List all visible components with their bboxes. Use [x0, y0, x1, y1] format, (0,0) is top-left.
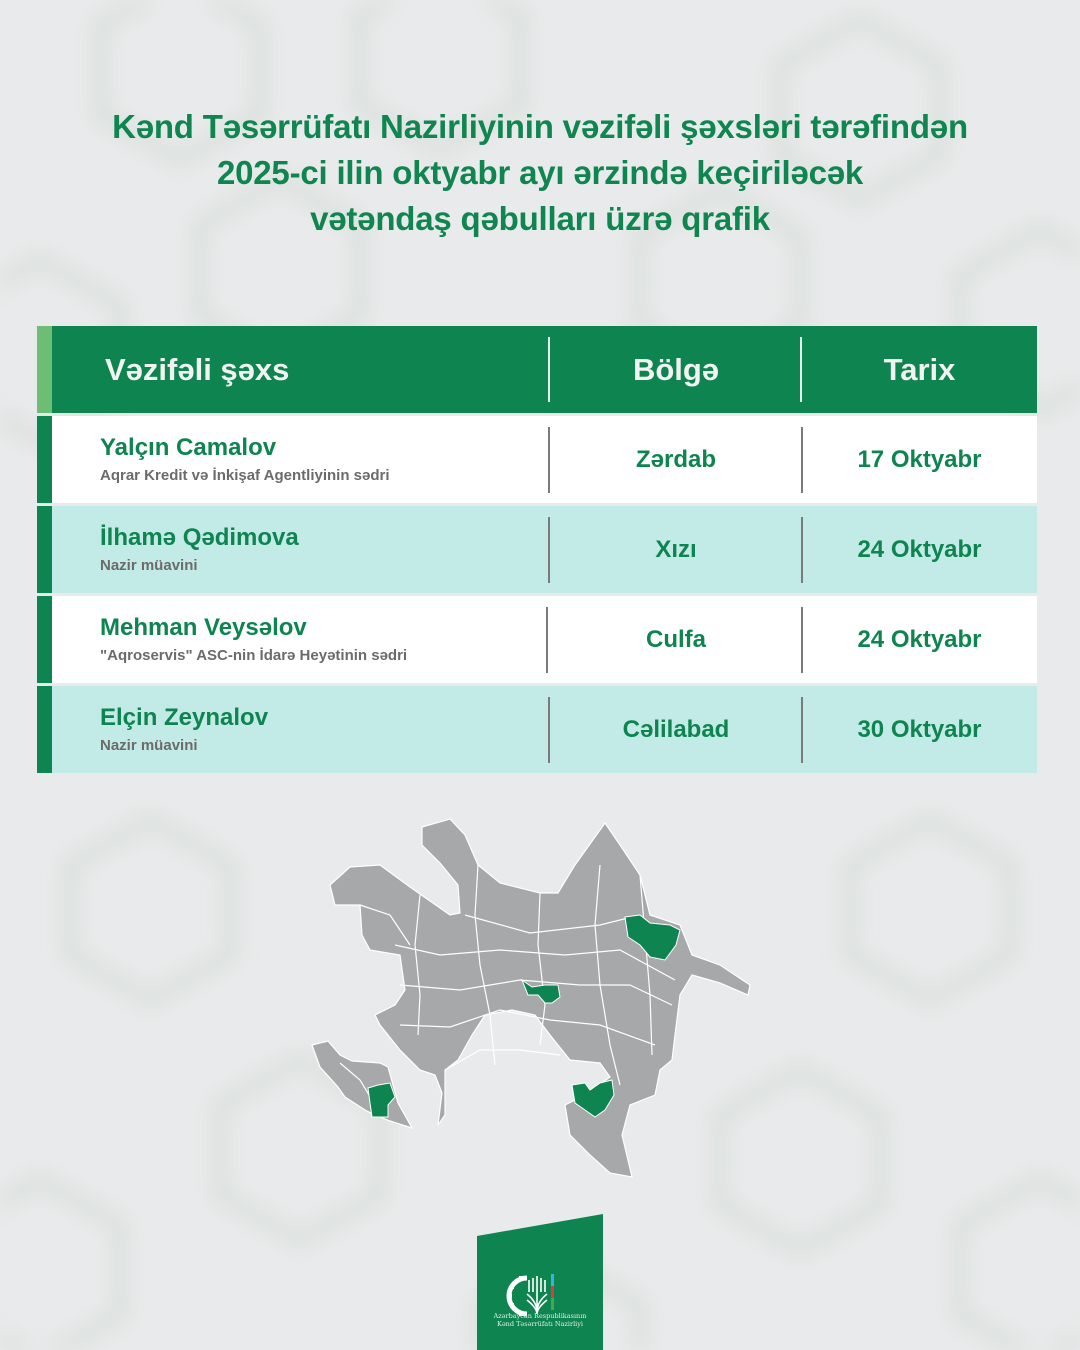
title-line-3: vətəndaş qəbulları üzrə qrafik — [310, 200, 770, 237]
map-nakhchivan — [312, 1041, 412, 1128]
page-title — [0, 104, 1080, 242]
header-accent-bar — [37, 326, 52, 413]
ministry-name-line-1: Azərbaycan Respublikasının — [493, 1312, 587, 1320]
person-role: Nazir müavini — [100, 736, 198, 754]
row-divider — [546, 607, 548, 673]
title-line-1: Kənd Təsərrüfatı Nazirliyinin vəzifəli şəxsləri tərəfindən — [112, 108, 968, 145]
row-accent-bar — [37, 506, 52, 593]
date-value: 17 Oktyabr — [857, 445, 982, 473]
header-divider — [800, 337, 802, 402]
header-divider — [548, 337, 550, 402]
table-row — [37, 506, 1037, 593]
person-role: "Aqroservis" ASC-nin İdarə Heyətinin sədri — [100, 646, 408, 664]
region-value: Xızı — [655, 535, 697, 563]
region-value: Cəlilabad — [622, 715, 730, 743]
person-name: Yalçın Camalov — [100, 433, 277, 461]
person-name: Mehman Veysəlov — [100, 613, 307, 641]
azerbaijan-map — [300, 805, 760, 1185]
schedule-table — [37, 326, 1037, 773]
title-line-2: 2025-ci ilin oktyabr ayı ərzində keçiriləcək — [216, 154, 864, 191]
row-divider — [801, 427, 803, 493]
ministry-name-line-2: Kənd Təsərrüfatı Nazirliyi — [496, 1320, 583, 1328]
table-row — [37, 596, 1037, 683]
row-divider — [801, 697, 803, 763]
row-accent-bar — [37, 416, 52, 503]
row-accent-bar — [37, 596, 52, 683]
date-value: 30 Oktyabr — [857, 715, 982, 743]
person-role: Aqrar Kredit və İnkişaf Agentliyinin sədri — [100, 466, 390, 484]
flag-bar-icon — [551, 1274, 554, 1310]
region-value: Zərdab — [635, 445, 716, 473]
date-value: 24 Oktyabr — [857, 625, 982, 653]
row-divider — [801, 517, 803, 583]
ministry-name — [477, 1312, 603, 1328]
person-role: Nazir müavini — [100, 556, 198, 574]
header-region: Bölgə — [632, 351, 720, 387]
row-divider — [548, 427, 550, 493]
table-row — [37, 416, 1037, 503]
table-row — [37, 686, 1037, 773]
header-date: Tarix — [883, 351, 956, 387]
row-divider — [548, 697, 550, 763]
row-accent-bar — [37, 686, 52, 773]
ministry-logo — [477, 1214, 603, 1350]
person-name: İlhamə Qədimova — [100, 523, 299, 551]
row-divider — [548, 517, 550, 583]
person-name: Elçin Zeynalov — [100, 703, 269, 731]
table-header — [37, 326, 1037, 413]
date-value: 24 Oktyabr — [857, 535, 982, 563]
region-value: Culfa — [646, 625, 706, 653]
header-person: Vəzifəli şəxs — [105, 351, 290, 387]
row-divider — [801, 607, 803, 673]
